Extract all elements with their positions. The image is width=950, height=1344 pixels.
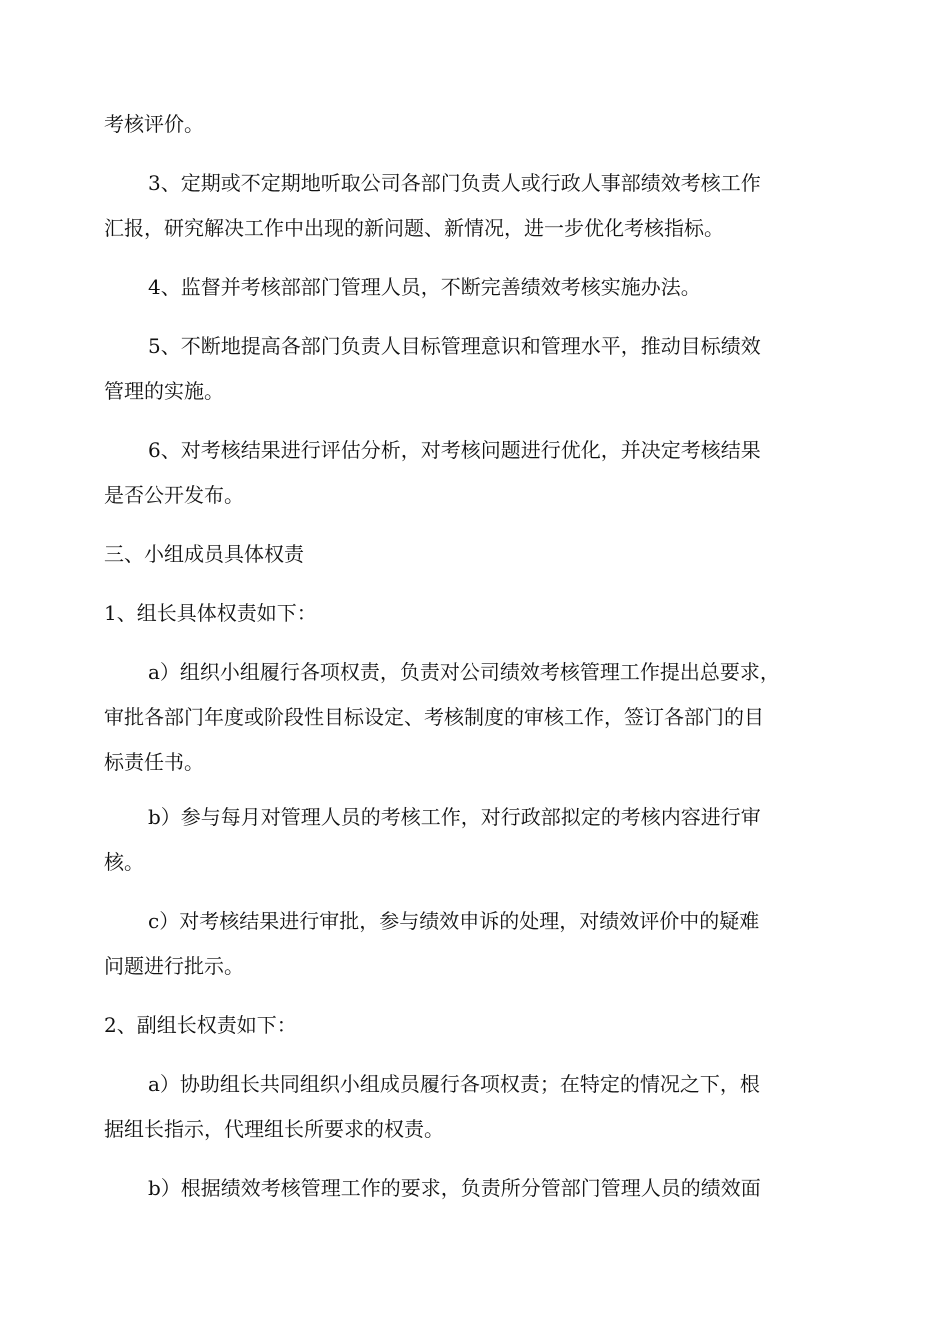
subsection-heading-leader: 1、组长具体权责如下： (104, 601, 317, 625)
paragraph-item-3-line-1: 3、定期或不定期地听取公司各部门负责人或行政人事部绩效考核工作 (148, 171, 761, 195)
paragraph-leader-a-line-3: 标责任书。 (104, 750, 204, 774)
paragraph-leader-c-line-2: 问题进行批示。 (104, 954, 244, 978)
paragraph-deputy-a-line-1: a）协助组长共同组织小组成员履行各项权责；在特定的情况之下，根 (148, 1072, 760, 1096)
paragraph-item-6-line-2: 是否公开发布。 (104, 483, 244, 507)
section-heading: 三、小组成员具体权责 (104, 542, 304, 566)
subsection-heading-deputy: 2、副组长权责如下： (104, 1013, 297, 1037)
paragraph-item-6-line-1: 6、对考核结果进行评估分析，对考核问题进行优化，并决定考核结果 (148, 438, 761, 462)
paragraph-item-5-line-1: 5、不断地提高各部门负责人目标管理意识和管理水平，推动目标绩效 (148, 334, 761, 358)
paragraph-leader-b-line-1: b）参与每月对管理人员的考核工作，对行政部拟定的考核内容进行审 (148, 805, 761, 829)
paragraph-item-5-line-2: 管理的实施。 (104, 379, 224, 403)
text-line: 考核评价。 (104, 112, 204, 136)
paragraph-leader-a-line-2: 审批各部门年度或阶段性目标设定、考核制度的审核工作，签订各部门的目 (104, 705, 764, 729)
paragraph-leader-c-line-1: c）对考核结果进行审批，参与绩效申诉的处理，对绩效评价中的疑难 (148, 909, 760, 933)
paragraph-item-4: 4、监督并考核部部门管理人员，不断完善绩效考核实施办法。 (148, 275, 701, 299)
paragraph-leader-b-line-2: 核。 (104, 850, 144, 874)
paragraph-deputy-a-line-2: 据组长指示，代理组长所要求的权责。 (104, 1117, 444, 1141)
paragraph-leader-a-line-1: a）组织小组履行各项权责，负责对公司绩效考核管理工作提出总要求， (148, 660, 780, 684)
paragraph-item-3-line-2: 汇报，研究解决工作中出现的新问题、新情况，进一步优化考核指标。 (104, 216, 724, 240)
paragraph-deputy-b-line-1: b）根据绩效考核管理工作的要求，负责所分管部门管理人员的绩效面 (148, 1176, 761, 1200)
